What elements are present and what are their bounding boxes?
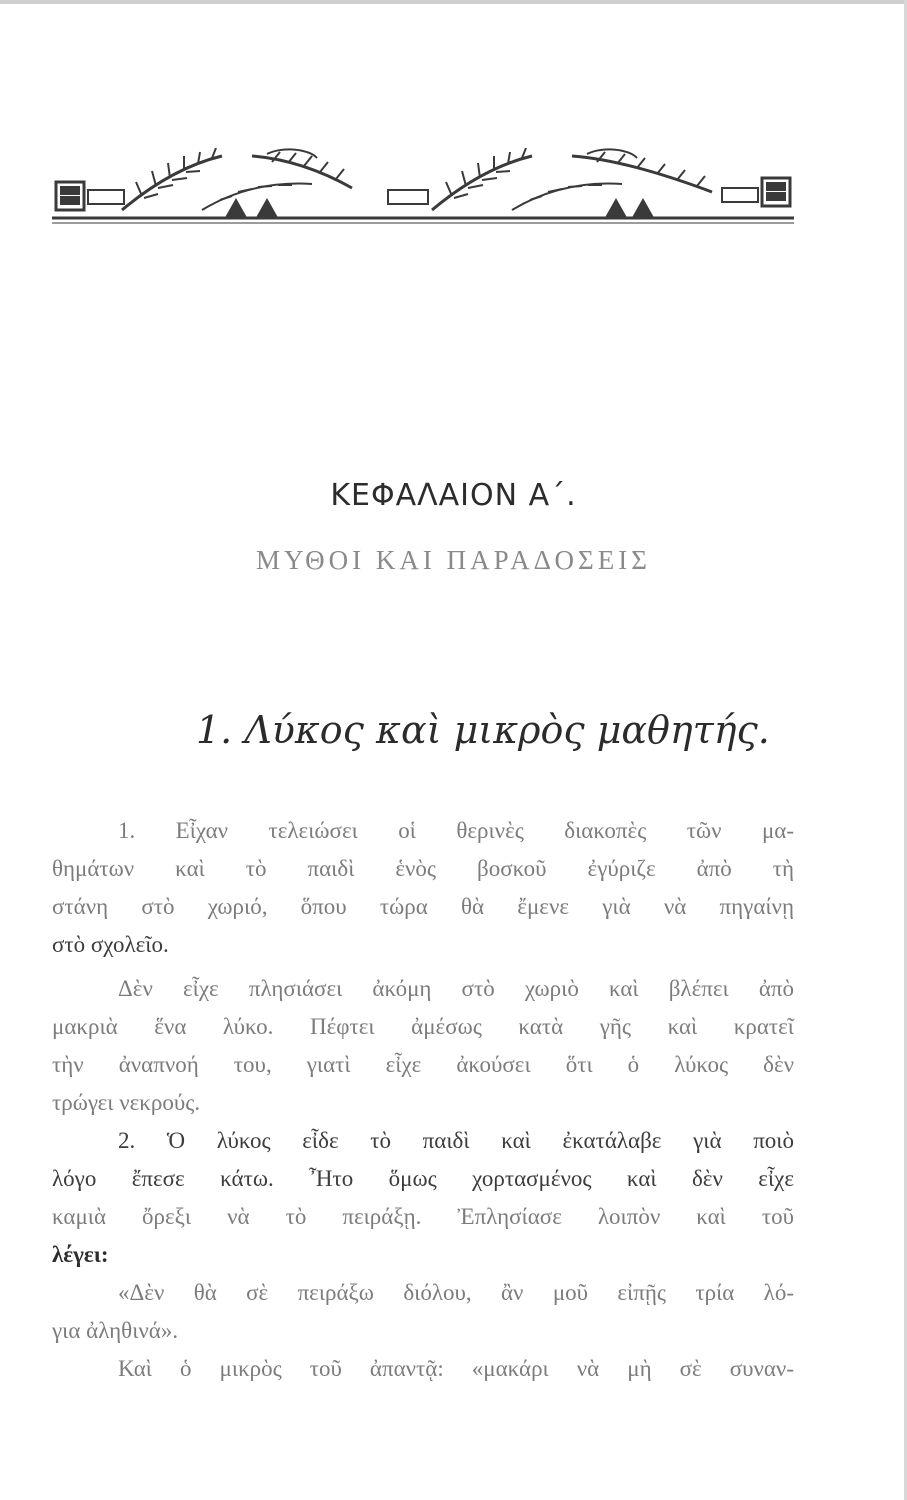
text-line: μακριὰ ἕνα λύκο. Πέφτει ἀμέσως κατὰ γῆς καὶ κρατεῖ xyxy=(52,1014,794,1039)
chapter-subtitle: ΜΥΘΟΙ ΚΑΙ ΠΑΡΑΔΟΣΕΙΣ xyxy=(256,545,651,575)
text-line: τρώγει νεκρούς. xyxy=(52,1090,201,1115)
text-line: καμιὰ ὄρεξι νὰ τὸ πειράξῃ. Ἐπλησίασε λοιπὸν καὶ τοῦ xyxy=(52,1204,794,1229)
text-line: στὸ σχολεῖο. xyxy=(52,932,169,957)
text-line: Καὶ ὁ μικρὸς τοῦ ἀπαντᾷ: «μακάρι νὰ μὴ σὲ συναν- xyxy=(118,1356,794,1381)
text-line: τὴν ἀναπνοή του, γιατὶ εἶχε ἀκούσει ὅτι ὁ λύκος δὲν xyxy=(52,1052,794,1077)
text-line: θημάτων καὶ τὸ παιδὶ ἑνὸς βοσκοῦ ἐγύριζε ἀπὸ τὴ xyxy=(52,856,794,881)
section-title: 1. Λύκος καὶ μικρὸς μαθητής. xyxy=(196,708,770,752)
text-line: στάνη στὸ χωριό, ὅπου τώρα θὰ ἔμενε γιὰ νὰ πηγαίνῃ xyxy=(52,894,794,919)
text-line: «Δὲν θὰ σὲ πειράξω διόλου, ἂν μοῦ εἰπῇς τρία λό- xyxy=(118,1280,794,1305)
text-line: 2. Ὁ λύκος εἶδε τὸ παιδὶ καὶ ἐκατάλαβε γιὰ ποιὸ xyxy=(118,1128,794,1153)
text-line: 1. Εἶχαν τελειώσει οἱ θερινὲς διακοπὲς τῶν μα- xyxy=(118,818,794,843)
chapter-heading: ΚΕΦΑΛΑΙΟΝ Α΄. xyxy=(330,478,577,513)
text-line: για ἀληθινά». xyxy=(52,1318,179,1343)
page-top-edge xyxy=(0,0,907,4)
text-line: λόγο ἔπεσε κάτω. Ἦτο ὅμως χορτασμένος καὶ δὲν εἶχε xyxy=(52,1166,794,1191)
body-text xyxy=(52,812,794,1388)
laurel-ornament-band xyxy=(52,148,794,230)
text-line: λέγει: xyxy=(52,1242,109,1267)
text-line: Δὲν εἶχε πλησιάσει ἀκόμη στὸ χωριὸ καὶ βλέπει ἀπὸ xyxy=(118,976,794,1001)
